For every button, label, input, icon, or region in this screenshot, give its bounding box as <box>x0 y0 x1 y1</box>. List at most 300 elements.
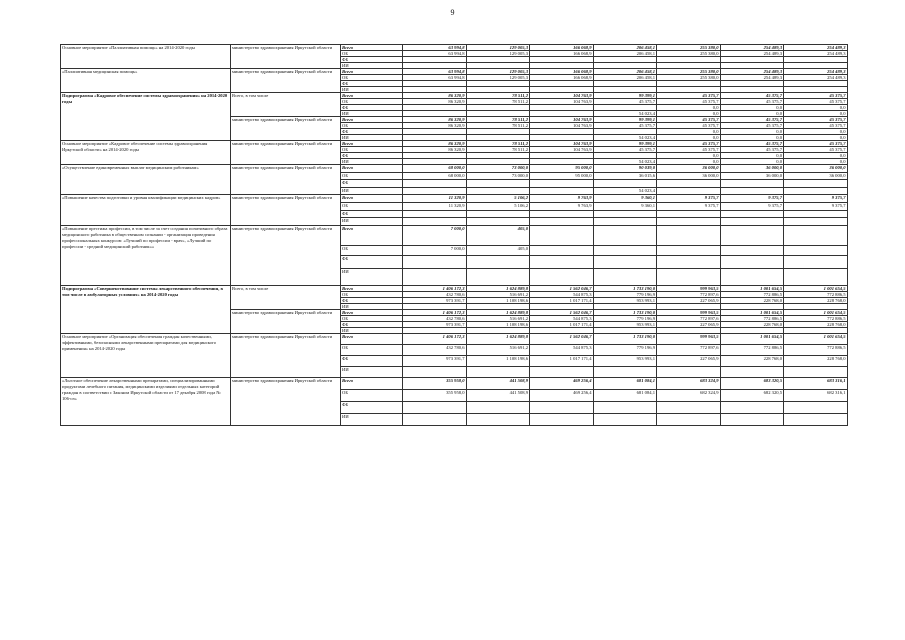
table-row <box>61 165 848 173</box>
amount-cell: 0,0 <box>720 129 784 135</box>
amount-cell: 36 000,0 <box>720 172 784 180</box>
funding-source: ФБ <box>341 129 403 135</box>
amount-cell: 9 360,1 <box>593 195 657 203</box>
amount-cell: 1 406 172,3 <box>403 309 467 315</box>
amount-cell: 254 489,3 <box>720 51 784 57</box>
amount-cell: 772 886,5 <box>784 291 848 297</box>
amount-cell: 0,0 <box>657 159 721 165</box>
amount-cell: 129 005,3 <box>466 45 530 51</box>
funding-source: Всего <box>341 333 403 344</box>
amount-cell: 73 000,0 <box>466 165 530 173</box>
amount-cell: 469 256,4 <box>530 389 594 401</box>
executor-cell: Всего, в том числе <box>231 93 341 117</box>
funding-source: ФБ <box>341 321 403 327</box>
measure-name: «Повышение качества подготовки и уровня квалификации медицинских кадров» <box>61 195 231 225</box>
measure-name: «Паллиативная медицинская помощь» <box>61 69 231 93</box>
amount-cell: 45 375,7 <box>784 117 848 123</box>
funding-source: Всего <box>341 225 403 245</box>
amount-cell <box>466 366 530 377</box>
amount-cell: 999 963,5 <box>657 309 721 315</box>
funding-source: Всего <box>341 377 403 389</box>
executor-cell: министерство здравоохранения Иркутской области <box>231 165 341 195</box>
amount-cell: 405,0 <box>466 225 530 245</box>
amount-cell <box>784 366 848 377</box>
amount-cell: 9 375,7 <box>720 195 784 203</box>
amount-cell: 1 108 198,6 <box>466 297 530 303</box>
amount-cell: 99 399,1 <box>593 117 657 123</box>
amount-cell: 129 005,3 <box>466 51 530 57</box>
amount-cell: 99 399,1 <box>593 93 657 99</box>
amount-cell: 1 017 171,4 <box>530 297 594 303</box>
funding-source: ФБ <box>341 153 403 159</box>
amount-cell: 772 897,6 <box>657 315 721 321</box>
amount-cell <box>657 366 721 377</box>
amount-cell <box>466 401 530 413</box>
amount-cell: 255 380,0 <box>657 69 721 75</box>
amount-cell <box>530 210 594 218</box>
amount-cell: 441 508,9 <box>466 389 530 401</box>
measure-name: Основное мероприятие «Организация обеспечения граждан качественными, эффективными, безопасными лекарственными препаратами для медицинского применения» на 2014-2020 годы <box>61 333 231 377</box>
amount-cell: 1 624 889,8 <box>466 309 530 315</box>
amount-cell: 469 256,4 <box>530 377 594 389</box>
amount-cell: 683 316,1 <box>784 377 848 389</box>
amount-cell: 86 320,9 <box>403 99 467 105</box>
amount-cell: 432 780,6 <box>403 291 467 297</box>
amount-cell <box>657 401 721 413</box>
funding-source: ОБ <box>341 147 403 153</box>
amount-cell: 86 320,9 <box>403 93 467 99</box>
executor-cell: министерство здравоохранения Иркутской области <box>231 45 341 69</box>
amount-cell: 104 763,9 <box>530 141 594 147</box>
amount-cell: 681 084,1 <box>593 389 657 401</box>
amount-cell: 228 768,0 <box>720 297 784 303</box>
amount-cell: 90 039,0 <box>593 165 657 173</box>
funding-source: Всего <box>341 93 403 99</box>
amount-cell <box>593 268 657 285</box>
amount-cell: 772 886,5 <box>784 315 848 321</box>
amount-cell <box>720 180 784 188</box>
amount-cell: 45 375,7 <box>657 93 721 99</box>
amount-cell <box>593 218 657 226</box>
amount-cell: 104 763,9 <box>530 147 594 153</box>
amount-cell: 1 733 190,0 <box>593 333 657 344</box>
amount-cell: 5 106,2 <box>466 202 530 210</box>
funding-source: Всего <box>341 69 403 75</box>
amount-cell: 45 375,7 <box>720 141 784 147</box>
amount-cell: 45 375,7 <box>720 99 784 105</box>
funding-source: ИИ <box>341 87 403 93</box>
funding-source: Всего <box>341 45 403 51</box>
amount-cell: 129 005,3 <box>466 69 530 75</box>
amount-cell: 1 108 198,6 <box>466 321 530 327</box>
executor-cell: министерство здравоохранения Иркутской области <box>231 225 341 285</box>
amount-cell <box>403 413 467 425</box>
amount-cell: 7 000,0 <box>403 225 467 245</box>
amount-cell: 86 320,9 <box>403 141 467 147</box>
amount-cell: 9 763,9 <box>530 195 594 203</box>
amount-cell: 681 084,1 <box>593 377 657 389</box>
funding-source: Всего <box>341 117 403 123</box>
amount-cell: 36 000,0 <box>720 165 784 173</box>
amount-cell: 0,0 <box>657 105 721 111</box>
funding-source: ФБ <box>341 401 403 413</box>
amount-cell: 1 017 171,4 <box>530 321 594 327</box>
funding-source: ОБ <box>341 245 403 255</box>
amount-cell: 1 562 046,7 <box>530 309 594 315</box>
amount-cell: 999 963,5 <box>657 333 721 344</box>
amount-cell: 0,0 <box>784 129 848 135</box>
amount-cell: 516 691,2 <box>466 315 530 321</box>
amount-cell: 1 001 654,5 <box>720 333 784 344</box>
funding-source: ФБ <box>341 255 403 268</box>
executor-cell: министерство здравоохранения Иркутской области <box>231 333 341 377</box>
measure-name: «Осуществление единовременных выплат медицинским работникам» <box>61 165 231 195</box>
page-number: 9 <box>450 8 455 17</box>
amount-cell: 254 489,3 <box>720 45 784 51</box>
amount-cell <box>720 210 784 218</box>
amount-cell <box>720 366 784 377</box>
amount-cell <box>593 180 657 188</box>
amount-cell: 0,0 <box>784 135 848 141</box>
amount-cell: 772 886,5 <box>784 344 848 355</box>
amount-cell: 104 763,9 <box>530 99 594 105</box>
amount-cell: 255 380,0 <box>657 45 721 51</box>
executor-cell: министерство здравоохранения Иркутской области <box>231 377 341 425</box>
amount-cell: 254 489,3 <box>784 69 848 75</box>
amount-cell <box>784 210 848 218</box>
amount-cell <box>784 255 848 268</box>
amount-cell: 166 068,9 <box>530 45 594 51</box>
amount-cell: 166 068,9 <box>530 51 594 57</box>
executor-cell: министерство здравоохранения Иркутской области <box>231 309 341 333</box>
amount-cell: 779 196,9 <box>593 315 657 321</box>
amount-cell: 99 399,1 <box>593 141 657 147</box>
amount-cell: 36 000,0 <box>657 172 721 180</box>
amount-cell: 772 886,5 <box>720 344 784 355</box>
amount-cell <box>593 225 657 245</box>
amount-cell <box>720 218 784 226</box>
amount-cell <box>784 268 848 285</box>
amount-cell: 104 763,9 <box>530 93 594 99</box>
amount-cell: 7 000,0 <box>403 245 467 255</box>
funding-source: ИИ <box>341 135 403 141</box>
amount-cell: 54 023,4 <box>593 135 657 141</box>
amount-cell: 999 963,5 <box>657 285 721 291</box>
amount-cell: 36 000,0 <box>657 165 721 173</box>
amount-cell: 227 065,9 <box>657 321 721 327</box>
amount-cell: 973 391,7 <box>403 355 467 366</box>
funding-source: ИИ <box>341 111 403 117</box>
amount-cell: 0,0 <box>720 135 784 141</box>
amount-cell <box>466 187 530 195</box>
amount-cell <box>466 255 530 268</box>
amount-cell: 255 380,0 <box>657 51 721 57</box>
amount-cell <box>784 413 848 425</box>
amount-cell: 0,0 <box>784 153 848 159</box>
amount-cell: 45 375,7 <box>720 147 784 153</box>
amount-cell: 228 768,0 <box>720 321 784 327</box>
amount-cell: 9 375,7 <box>657 202 721 210</box>
funding-source: ИИ <box>341 187 403 195</box>
funding-source: ФБ <box>341 57 403 63</box>
amount-cell <box>530 401 594 413</box>
amount-cell: 772 886,5 <box>720 291 784 297</box>
amount-cell <box>466 180 530 188</box>
amount-cell: 73 000,0 <box>466 172 530 180</box>
amount-cell: 54 023,4 <box>593 111 657 117</box>
amount-cell: 45 375,7 <box>784 147 848 153</box>
funding-source: Всего <box>341 285 403 291</box>
amount-cell: 9 375,7 <box>784 195 848 203</box>
amount-cell <box>657 413 721 425</box>
funding-source: Всего <box>341 309 403 315</box>
funding-source: ИИ <box>341 413 403 425</box>
amount-cell: 254 489,3 <box>784 75 848 81</box>
amount-cell: 78 511,2 <box>466 123 530 129</box>
amount-cell: 405,0 <box>466 245 530 255</box>
amount-cell <box>720 413 784 425</box>
amount-cell: 166 068,9 <box>530 75 594 81</box>
amount-cell: 1 624 889,8 <box>466 333 530 344</box>
amount-cell <box>784 401 848 413</box>
amount-cell: 544 875,3 <box>530 315 594 321</box>
amount-cell: 432 780,6 <box>403 344 467 355</box>
amount-cell: 1 108 198,6 <box>466 355 530 366</box>
amount-cell <box>720 225 784 245</box>
funding-source: ОБ <box>341 202 403 210</box>
amount-cell <box>403 210 467 218</box>
amount-cell <box>466 218 530 226</box>
amount-cell: 45 375,7 <box>593 99 657 105</box>
amount-cell: 1 406 172,3 <box>403 333 467 344</box>
executor-cell: министерство здравоохранения Иркутской области <box>231 69 341 93</box>
amount-cell: 11 320,9 <box>403 202 467 210</box>
table-row <box>61 333 848 344</box>
amount-cell: 104 763,9 <box>530 117 594 123</box>
executor-cell: министерство здравоохранения Иркутской области <box>231 195 341 225</box>
amount-cell <box>466 413 530 425</box>
amount-cell: 86 320,9 <box>403 117 467 123</box>
funding-source: ОБ <box>341 389 403 401</box>
funding-source: Всего <box>341 195 403 203</box>
amount-cell: 544 875,3 <box>530 291 594 297</box>
amount-cell <box>530 218 594 226</box>
measure-name: Основное мероприятие «Кадровое обеспечение системы здравоохранения Иркутской области» на 2014-2020 годы <box>61 141 231 165</box>
funding-source: ИИ <box>341 303 403 309</box>
amount-cell: 45 375,7 <box>657 141 721 147</box>
amount-cell: 45 375,7 <box>720 123 784 129</box>
funding-source: ОБ <box>341 75 403 81</box>
amount-cell: 36 000,0 <box>784 165 848 173</box>
executor-cell: министерство здравоохранения Иркутской области <box>231 141 341 165</box>
funding-source: ИИ <box>341 366 403 377</box>
amount-cell: 36 000,0 <box>784 172 848 180</box>
amount-cell: 68 000,0 <box>403 165 467 173</box>
funding-source: ФБ <box>341 210 403 218</box>
amount-cell <box>403 180 467 188</box>
amount-cell <box>530 187 594 195</box>
amount-cell <box>784 218 848 226</box>
amount-cell <box>784 225 848 245</box>
amount-cell: 166 068,9 <box>530 69 594 75</box>
amount-cell: 54 023,4 <box>593 159 657 165</box>
amount-cell <box>784 180 848 188</box>
amount-cell <box>593 210 657 218</box>
amount-cell: 973 391,7 <box>403 321 467 327</box>
amount-cell: 54 023,4 <box>593 187 657 195</box>
amount-cell <box>657 268 721 285</box>
amount-cell: 9 360,1 <box>593 202 657 210</box>
amount-cell: 953 993,1 <box>593 355 657 366</box>
amount-cell: 1 562 046,7 <box>530 333 594 344</box>
amount-cell: 0,0 <box>784 159 848 165</box>
amount-cell <box>403 218 467 226</box>
amount-cell: 516 691,2 <box>466 291 530 297</box>
amount-cell: 45 375,7 <box>720 117 784 123</box>
amount-cell: 45 375,7 <box>784 99 848 105</box>
table-row <box>61 377 848 389</box>
amount-cell: 78 511,2 <box>466 147 530 153</box>
amount-cell: 355 958,0 <box>403 377 467 389</box>
funding-source: ИИ <box>341 327 403 333</box>
amount-cell: 1 733 190,0 <box>593 285 657 291</box>
executor-cell: министерство здравоохранения Иркутской области <box>231 117 341 141</box>
amount-cell: 1 001 654,5 <box>784 333 848 344</box>
measure-name: «Повышение престижа профессии, в том числе за счет создания позитивного образа медицинского работника в общественном сознании - организация проведения профессиональных конкурсов: «Лучший по профессии - врач», «Лучший по профессии - средний медицинский работник»» <box>61 225 231 285</box>
amount-cell: 227 065,9 <box>657 297 721 303</box>
amount-cell: 1 562 046,7 <box>530 285 594 291</box>
budget-table <box>60 44 848 426</box>
funding-source: ОБ <box>341 172 403 180</box>
amount-cell: 0,0 <box>657 153 721 159</box>
amount-cell: 0,0 <box>657 135 721 141</box>
amount-cell: 45 375,7 <box>784 93 848 99</box>
funding-source: ФБ <box>341 297 403 303</box>
amount-cell <box>720 187 784 195</box>
amount-cell: 0,0 <box>657 111 721 117</box>
amount-cell: 432 780,6 <box>403 315 467 321</box>
amount-cell: 0,0 <box>657 129 721 135</box>
funding-source: Всего <box>341 141 403 147</box>
amount-cell: 682 320,5 <box>720 389 784 401</box>
amount-cell <box>593 255 657 268</box>
amount-cell: 63 994,8 <box>403 69 467 75</box>
amount-cell: 228 768,0 <box>784 297 848 303</box>
funding-source: Всего <box>341 165 403 173</box>
amount-cell <box>784 187 848 195</box>
funding-source: ИИ <box>341 218 403 226</box>
amount-cell: 1 001 654,5 <box>720 285 784 291</box>
amount-cell: 86 320,9 <box>403 123 467 129</box>
amount-cell: 9 375,7 <box>720 202 784 210</box>
amount-cell: 228 768,0 <box>720 355 784 366</box>
amount-cell: 45 375,7 <box>657 99 721 105</box>
amount-cell: 683 320,5 <box>720 377 784 389</box>
amount-cell <box>720 268 784 285</box>
measure-name: «Льготное обеспечение лекарственными препаратами, специализированными продуктами лечебного питания, медицинскими изделиями отдельных категорий граждан в соответствии с Законом Иркутской области от 17 декабря 2008 года № 106-оз» <box>61 377 231 425</box>
amount-cell <box>720 245 784 255</box>
table-row <box>61 195 848 203</box>
amount-cell: 772 897,6 <box>657 291 721 297</box>
executor-cell: Всего, в том числе <box>231 285 341 309</box>
amount-cell: 78 511,2 <box>466 117 530 123</box>
amount-cell <box>657 180 721 188</box>
amount-cell: 45 375,7 <box>593 123 657 129</box>
amount-cell <box>657 218 721 226</box>
amount-cell: 9 375,7 <box>784 202 848 210</box>
amount-cell: 206 458,1 <box>593 75 657 81</box>
amount-cell: 5 106,2 <box>466 195 530 203</box>
amount-cell: 86 320,9 <box>403 147 467 153</box>
measure-name: Подпрограмма «Совершенствование системы лекарственного обеспечения, в том числе в амбулаторных условиях» на 2014-2020 годы <box>61 285 231 333</box>
amount-cell: 95 000,0 <box>530 172 594 180</box>
amount-cell <box>530 366 594 377</box>
amount-cell: 9 375,7 <box>657 195 721 203</box>
amount-cell <box>403 268 467 285</box>
funding-source: ФБ <box>341 81 403 87</box>
amount-cell: 682 324,9 <box>657 389 721 401</box>
amount-cell: 45 375,7 <box>593 147 657 153</box>
amount-cell: 973 391,7 <box>403 297 467 303</box>
funding-source: ФБ <box>341 105 403 111</box>
amount-cell: 772 886,5 <box>720 315 784 321</box>
amount-cell: 953 993,1 <box>593 297 657 303</box>
amount-cell: 45 375,7 <box>657 147 721 153</box>
amount-cell: 36 015,6 <box>593 172 657 180</box>
amount-cell: 0,0 <box>784 111 848 117</box>
amount-cell: 254 489,3 <box>720 69 784 75</box>
amount-cell: 953 993,1 <box>593 321 657 327</box>
funding-source: ОБ <box>341 51 403 57</box>
amount-cell: 682 316,1 <box>784 389 848 401</box>
amount-cell: 78 511,2 <box>466 99 530 105</box>
amount-cell: 254 489,3 <box>720 75 784 81</box>
amount-cell: 1 001 654,5 <box>784 309 848 315</box>
amount-cell: 683 324,9 <box>657 377 721 389</box>
amount-cell <box>593 366 657 377</box>
amount-cell <box>530 180 594 188</box>
amount-cell: 254 489,3 <box>784 51 848 57</box>
amount-cell <box>720 255 784 268</box>
amount-cell: 544 875,3 <box>530 344 594 355</box>
amount-cell: 441 508,9 <box>466 377 530 389</box>
amount-cell: 227 065,9 <box>657 355 721 366</box>
amount-cell: 63 994,8 <box>403 51 467 57</box>
amount-cell: 1 017 171,4 <box>530 355 594 366</box>
amount-cell: 63 994,8 <box>403 45 467 51</box>
amount-cell: 45 375,7 <box>784 141 848 147</box>
amount-cell <box>530 413 594 425</box>
amount-cell: 1 733 190,0 <box>593 309 657 315</box>
funding-source: ОБ <box>341 344 403 355</box>
amount-cell <box>657 210 721 218</box>
amount-cell: 355 958,0 <box>403 389 467 401</box>
amount-cell: 1 406 172,3 <box>403 285 467 291</box>
amount-cell: 95 000,0 <box>530 165 594 173</box>
amount-cell: 772 897,6 <box>657 344 721 355</box>
funding-source: ОБ <box>341 315 403 321</box>
amount-cell <box>403 366 467 377</box>
measure-name: Основное мероприятие «Паллиативная помощь» на 2014-2020 годы <box>61 45 231 69</box>
amount-cell: 45 375,7 <box>720 93 784 99</box>
amount-cell: 206 458,1 <box>593 69 657 75</box>
amount-cell: 228 768,0 <box>784 355 848 366</box>
amount-cell: 45 375,7 <box>784 123 848 129</box>
amount-cell: 228 768,0 <box>784 321 848 327</box>
amount-cell <box>530 268 594 285</box>
amount-cell <box>403 187 467 195</box>
amount-cell: 254 489,3 <box>784 45 848 51</box>
